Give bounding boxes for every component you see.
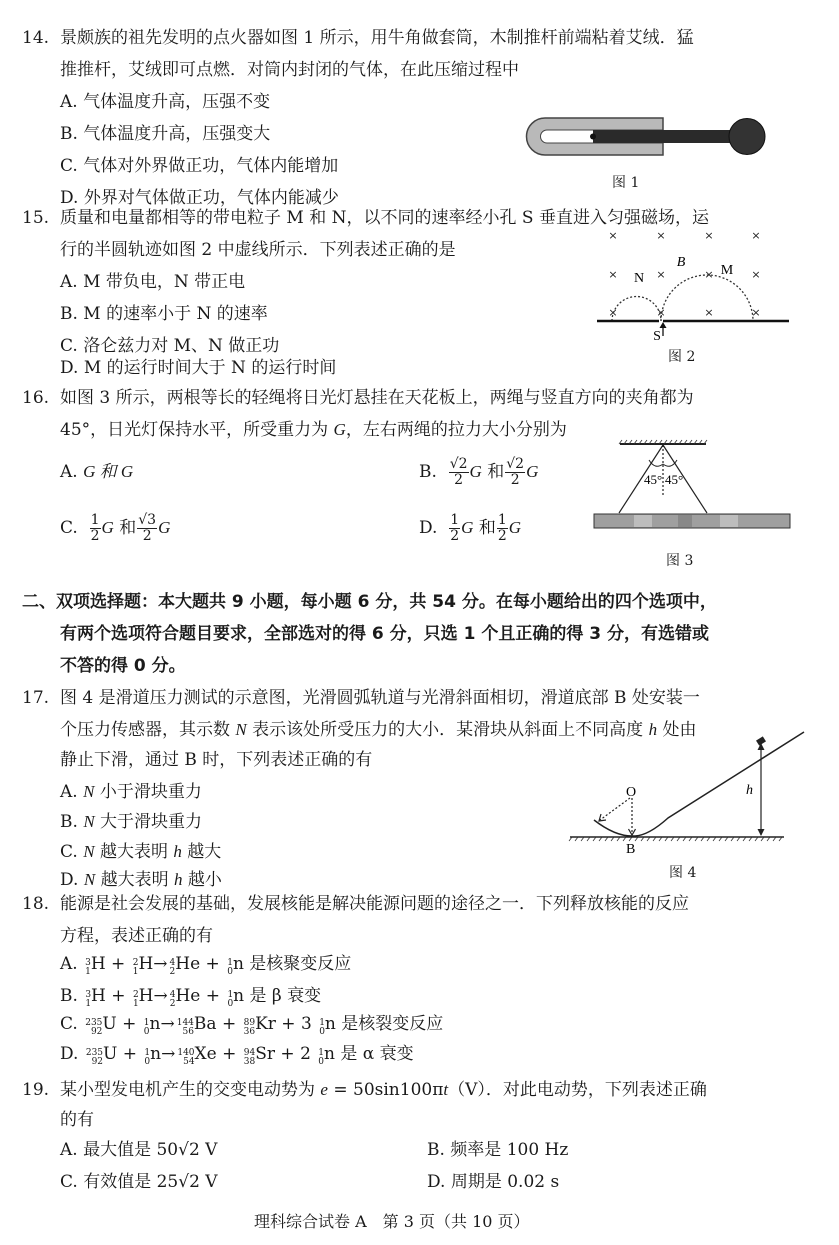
q14-option-c: C. 气体对外界做正功，气体内能增加	[60, 156, 339, 176]
operator: + 2	[275, 1044, 317, 1064]
q16-stem-line2: 45°，日光灯保持水平，所受重力为 G，左右两绳的拉力大小分别为	[60, 420, 567, 440]
nuclide: 1 0 n	[318, 1044, 335, 1067]
q18-option-d	[60, 1042, 414, 1067]
q19-number: 19.	[22, 1080, 50, 1100]
entry-arrowhead	[660, 322, 667, 328]
nuclide: 140 54 Xe	[177, 1044, 217, 1067]
q17-stem-line3: 静止下滑，通过 B 时，下列表述正确的有	[60, 750, 373, 770]
q19-option-c: C. 有效值是 25√2 V	[60, 1172, 218, 1192]
nuclide: 3 1 H	[85, 954, 106, 977]
fraction: $\frac{1}{2}$	[450, 512, 460, 544]
operator: →	[153, 986, 168, 1006]
option-label: D.	[60, 1044, 84, 1064]
q17-option-d: D. N 越大表明 h 越小	[60, 870, 222, 890]
angle-arc-left	[649, 460, 663, 466]
q17-number: 17.	[22, 688, 50, 708]
q18-option-b	[60, 984, 321, 1009]
q16-option-a: A. G 和 G	[60, 462, 134, 482]
figure-1-caption: 图 1	[612, 175, 640, 191]
field-cross: ×	[608, 268, 618, 281]
operator: + 3	[275, 1014, 318, 1034]
field-cross: ×	[751, 268, 761, 281]
label-n: N	[633, 271, 645, 286]
q18-stem-line2: 方程，表述正确的有	[60, 926, 213, 946]
label-h: h	[746, 783, 753, 798]
fraction: $\frac{√2}{2}$	[449, 456, 468, 488]
rod-handle	[729, 119, 765, 155]
q14-option-d: D. 外界对气体做正功，气体内能减少	[60, 188, 339, 208]
q19-option-d: D. 周期是 0.02 s	[427, 1172, 560, 1192]
operator: +	[216, 1044, 242, 1064]
nuclide: 1 0 n	[227, 986, 245, 1009]
q17-option-b: B. N 大于滑块重力	[60, 812, 203, 832]
section-2-line2: 有两个选项符合题目要求，全部选对的得 6 分，只选 1 个且正确的得 3 分，有选错或	[60, 624, 709, 644]
operator: +	[200, 986, 226, 1006]
q14-option-a: A. 气体温度升高，压强不变	[60, 92, 271, 112]
figure-4-slide-track	[568, 740, 808, 855]
field-cross: ×	[656, 229, 666, 242]
reaction-description: 是核裂变反应	[335, 1014, 444, 1034]
operator: →	[160, 1014, 175, 1034]
angle-right-label: 45°	[665, 472, 684, 487]
fraction: $\frac{√3}{2}$	[138, 512, 157, 544]
figure-4-caption: 图 4	[669, 865, 697, 881]
operator: →	[153, 954, 168, 974]
field-cross: ×	[656, 306, 666, 319]
operator: +	[216, 1014, 242, 1034]
figure-3-caption: 图 3	[666, 553, 694, 569]
angle-arc-right	[663, 460, 677, 466]
reaction-description: 是核聚变反应	[243, 954, 352, 974]
q14-stem-line1: 14. 景颇族的祖先发明的点火器如图 1 所示，用牛角做套筒，木制推杆前端粘着艾绒．猛	[22, 28, 694, 48]
q17-option-a: A. N 小于滑块重力	[60, 782, 202, 802]
field-cross: ×	[751, 306, 761, 319]
label-b: B	[676, 255, 686, 270]
q19-stem-line1: 19. 某小型发电机产生的交变电动势为 e = 50sin100πt（V）．对此电动势，下列表述正确	[22, 1080, 707, 1100]
q18-stem-line1: 18. 能源是社会发展的基础，发展核能是解决能源问题的途径之一．下列释放核能的反应	[22, 894, 689, 914]
nuclide: 235 92 U	[85, 1044, 118, 1067]
nuclide: 2 1 H	[132, 986, 154, 1009]
nuclide: 1 0 n	[144, 1044, 162, 1067]
operator: +	[116, 1014, 142, 1034]
label-b: B	[626, 842, 636, 857]
nuclide: 4 2 He	[169, 954, 201, 977]
q18-option-c	[60, 1012, 443, 1037]
operator: +	[200, 954, 226, 974]
nuclide: 1 0 n	[227, 954, 244, 977]
q15-option-c: C. 洛仑兹力对 M、N 做正功	[60, 336, 280, 356]
fraction: $\frac{1}{2}$	[90, 512, 100, 544]
operator: +	[105, 954, 131, 974]
nuclide: 144 56 Ba	[176, 1014, 217, 1037]
label-s: S	[653, 329, 661, 344]
nuclide: 94 38 Sr	[243, 1044, 276, 1067]
angle-left-label: 45°	[644, 472, 663, 487]
field-cross: ×	[656, 268, 666, 281]
page-footer: 理科综合试卷 A 第 3 页（共 10 页）	[254, 1212, 530, 1231]
q14-number: 14.	[22, 28, 50, 48]
nuclide: 3 1 H	[85, 986, 106, 1009]
tinder	[590, 134, 596, 140]
field-cross: ×	[704, 306, 714, 319]
q15-option-d: D. M 的运行时间大于 N 的运行时间	[60, 358, 337, 378]
q16-stem-line1: 16. 如图 3 所示，两根等长的轻绳将日光灯悬挂在天花板上，两绳与竖直方向的夹角都为	[22, 388, 694, 408]
push-rod	[593, 130, 733, 143]
field-cross: ×	[608, 229, 618, 242]
section-2-line1: 二、双项选择题：本大题共 9 小题，每小题 6 分，共 54 分。在每小题给出的四个选项中，	[22, 592, 717, 612]
q18-number: 18.	[22, 894, 50, 914]
q15-stem-line1: 15. 质量和电量都相等的带电粒子 M 和 N，以不同的速率经小孔 S 垂直进入匀强磁场，运	[22, 208, 709, 228]
figure-3-hanging-lamp	[592, 440, 792, 535]
q15-number: 15.	[22, 208, 50, 228]
figure-2-caption: 图 2	[668, 349, 696, 365]
q19-option-b: B. 频率是 100 Hz	[427, 1140, 569, 1160]
operator: +	[105, 986, 131, 1006]
label-m: M	[720, 263, 734, 278]
figure-2-magnetic-field	[595, 229, 790, 344]
q15-option-a: A. M 带负电，N 带正电	[60, 272, 246, 292]
operator: +	[117, 1044, 143, 1064]
q19-stem-line2: 的有	[60, 1110, 94, 1130]
label-o: O	[626, 785, 637, 800]
q18-option-a	[60, 952, 351, 977]
q16-number: 16.	[22, 388, 50, 408]
field-cross: ×	[704, 268, 714, 281]
fraction: $\frac{√2}{2}$	[506, 456, 525, 488]
q17-stem-line2: 个压力传感器，其示数 N 表示该处所受压力的大小．某滑块从斜面上不同高度 h 处由	[60, 720, 697, 740]
q15-stem-line2: 行的半圆轨迹如图 2 中虚线所示．下列表述正确的是	[60, 240, 456, 260]
option-label: C.	[60, 1014, 84, 1034]
nuclide: 2 1 H	[132, 954, 154, 977]
q16-option-c: C. $\frac{1}{2}$ G 和 $\frac{√3}{2}$ G	[60, 512, 171, 544]
field-cross: ×	[608, 306, 618, 319]
field-cross: ×	[751, 229, 761, 242]
q16-option-d: D. $\frac{1}{2}$ G 和 $\frac{1}{2}$ G	[419, 512, 522, 544]
slider-block	[756, 736, 766, 745]
section-2-line3: 不答的得 0 分。	[60, 656, 186, 676]
option-label: B.	[60, 986, 84, 1006]
trajectory-n	[612, 297, 661, 322]
nuclide: 235 92 U	[85, 1014, 117, 1037]
q15-option-b: B. M 的速率小于 N 的速率	[60, 304, 268, 324]
nuclide: 4 2 He	[169, 986, 201, 1009]
radius-to-arc	[600, 798, 630, 820]
option-label: A.	[60, 954, 84, 974]
q14-stem-line2: 推推杆，艾绒即可点燃．对筒内封闭的气体，在此压缩过程中	[60, 60, 519, 80]
figure-1-fire-piston	[525, 115, 775, 160]
reaction-description: 是 α 衰变	[334, 1044, 414, 1064]
reaction-description: 是 β 衰变	[244, 986, 322, 1006]
nuclide: 89 36 Kr	[243, 1014, 276, 1037]
q16-option-b: B. $\frac{√2}{2}$ G 和 $\frac{√2}{2}$ G	[419, 456, 539, 488]
q14-option-b: B. 气体温度升高，压强变大	[60, 124, 271, 144]
fraction: $\frac{1}{2}$	[497, 512, 507, 544]
q17-option-c: C. N 越大表明 h 越大	[60, 842, 222, 862]
nuclide: 1 0 n	[143, 1014, 161, 1037]
field-cross: ×	[704, 229, 714, 242]
q19-option-a: A. 最大值是 50√2 V	[60, 1140, 218, 1160]
nuclide: 1 0 n	[319, 1014, 336, 1037]
q17-stem-line1: 17. 图 4 是滑道压力测试的示意图，光滑圆弧轨道与光滑斜面相切，滑道底部 B 处安装一	[22, 688, 700, 708]
operator: →	[161, 1044, 176, 1064]
